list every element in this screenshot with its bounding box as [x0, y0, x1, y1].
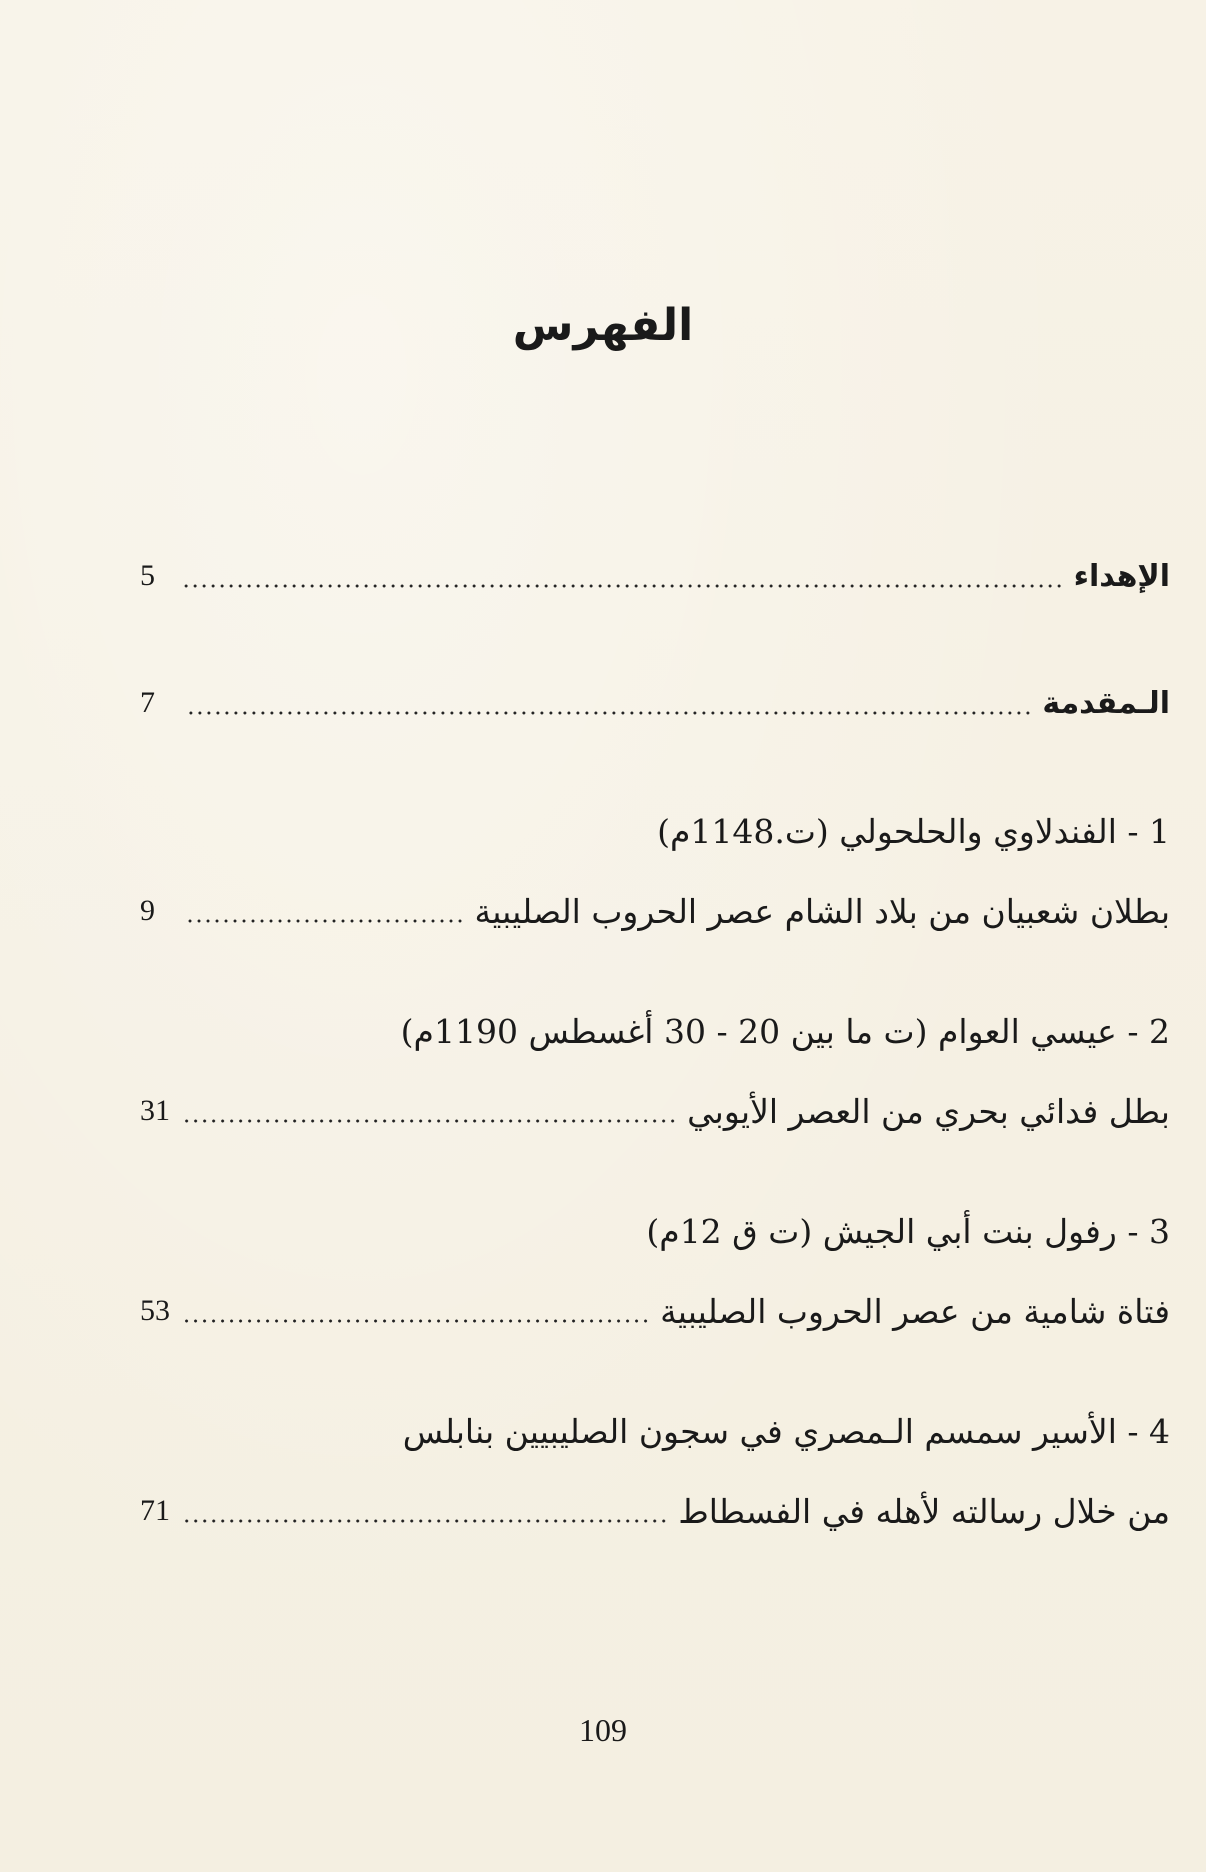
footer-page-number: 109	[579, 1712, 627, 1748]
dot-leader	[184, 1119, 677, 1123]
dot-leader	[184, 1519, 668, 1523]
page-title: الفهرس	[512, 300, 694, 351]
toc-entry-label: بطل فدائي بحري من العصر الأيوبي	[687, 1091, 1170, 1131]
toc-chapter-heading-2: 2 - عيسي العوام (ت ما بين 20 - 30 أغسطس 1190م)	[400, 1011, 1170, 1051]
dot-leader	[184, 711, 1032, 715]
toc-page-number: 7	[140, 686, 155, 719]
dot-leader	[184, 919, 465, 923]
toc-entry-label: بطلان شعبيان من بلاد الشام عصر الحروب الصليبية	[474, 891, 1170, 931]
toc-entry-introduction[interactable]	[140, 675, 1170, 731]
dot-leader	[184, 1319, 650, 1323]
toc-page-number: 9	[140, 894, 155, 927]
toc-entry-chapter-2[interactable]	[140, 1083, 1170, 1139]
toc-entry-dedication[interactable]	[140, 548, 1170, 604]
toc-entry-chapter-3[interactable]	[140, 1283, 1170, 1339]
dot-leader	[184, 584, 1064, 588]
toc-page-number: 31	[140, 1094, 170, 1127]
toc-entry-chapter-4[interactable]	[140, 1483, 1170, 1539]
toc-entry-label: فتاة شامية من عصر الحروب الصليبية	[660, 1291, 1170, 1331]
toc-chapter-heading-3: 3 - رفول بنت أبي الجيش (ت ق 12م)	[646, 1211, 1170, 1251]
toc-entry-label: من خلال رسالته لأهله في الفسطاط	[678, 1491, 1170, 1531]
toc-entry-label: الـمقدمة	[1042, 685, 1170, 721]
toc-page-number: 53	[140, 1294, 170, 1327]
toc-entry-chapter-1[interactable]	[140, 883, 1170, 939]
toc-chapter-heading-1: 1 - الفندلاوي والحلحولي (ت.1148م)	[657, 811, 1170, 851]
toc-entry-label: الإهداء	[1073, 558, 1170, 594]
toc-chapter-heading-4: 4 - الأسير سمسم الـمصري في سجون الصليبيين بنابلس	[402, 1411, 1170, 1451]
toc-page-number: 71	[140, 1494, 170, 1527]
toc-page-number: 5	[140, 559, 155, 592]
